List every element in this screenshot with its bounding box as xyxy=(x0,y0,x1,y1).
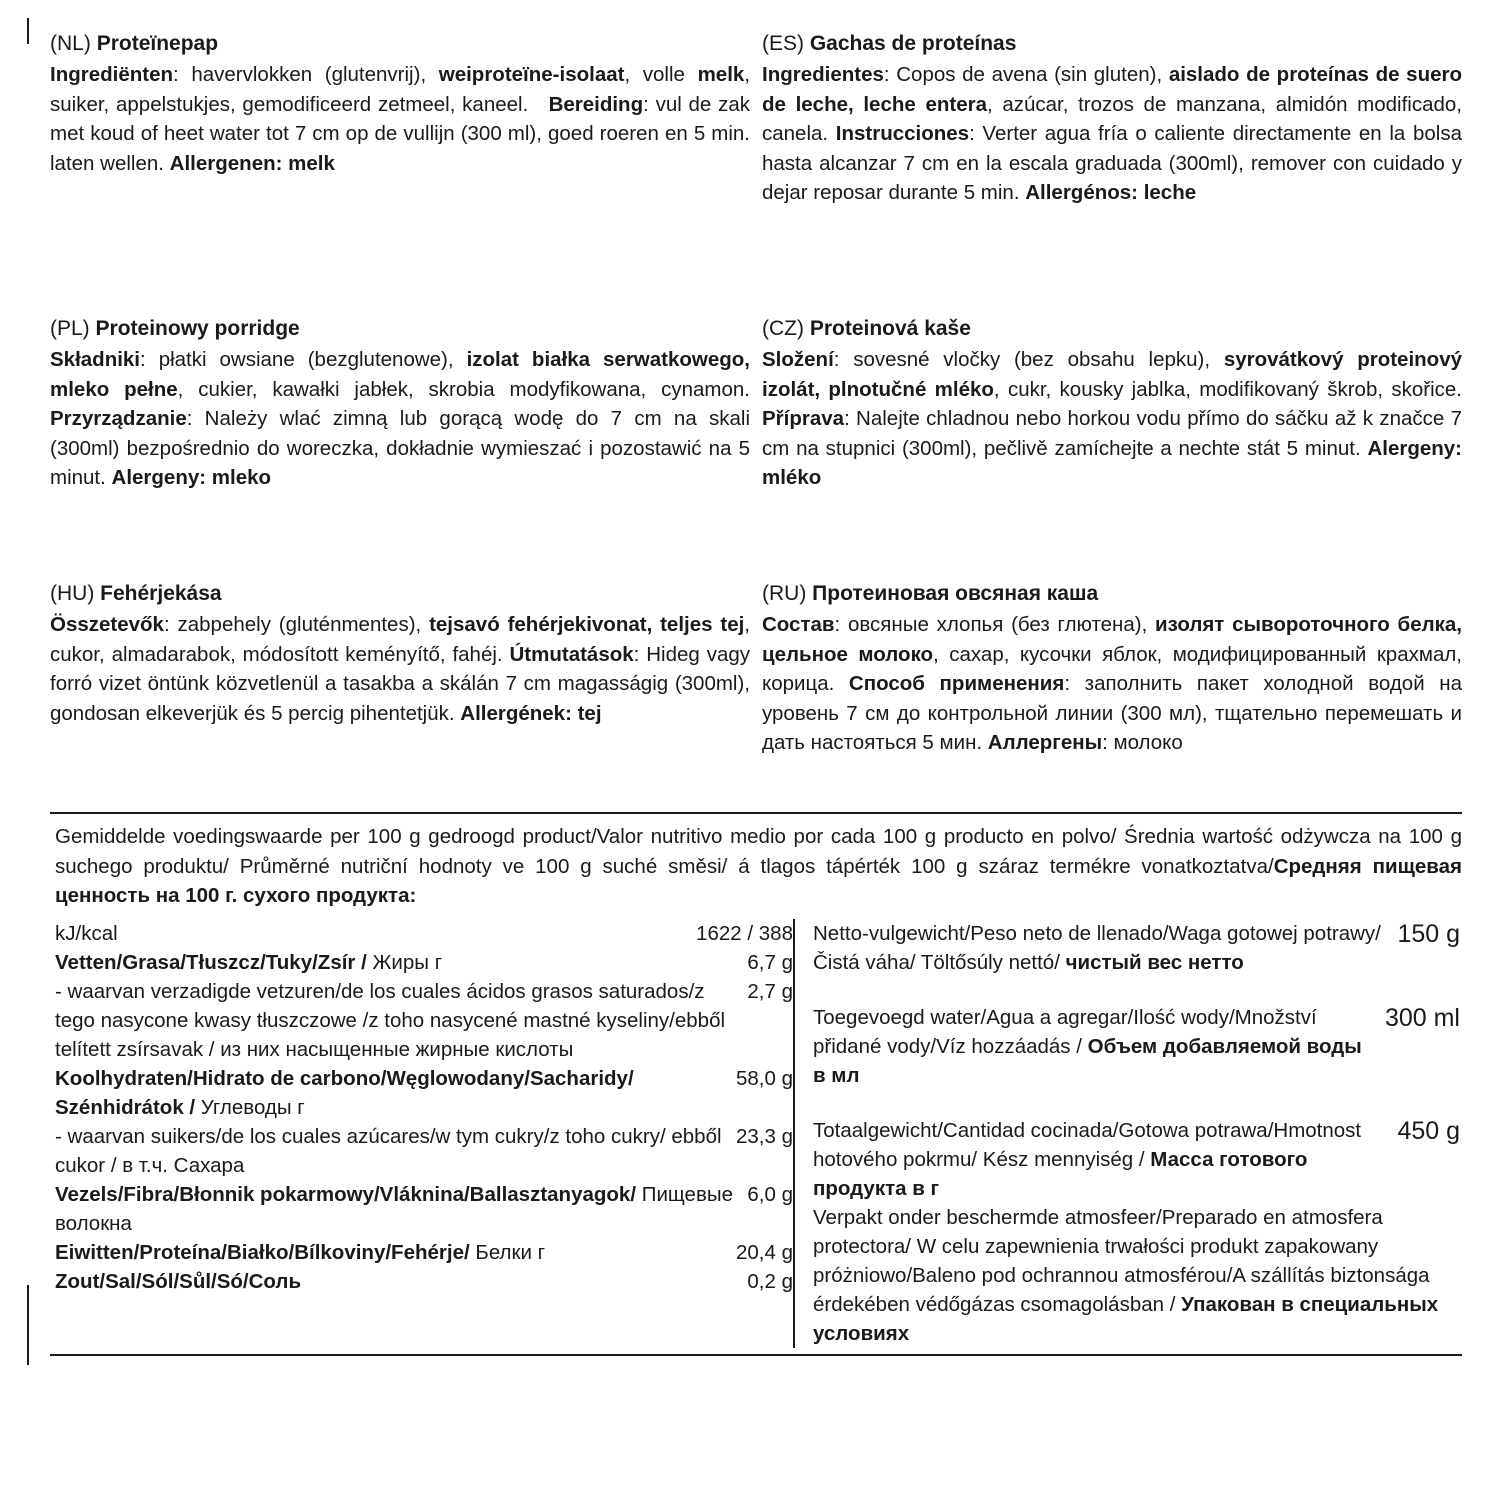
nutrition-row xyxy=(55,1064,793,1122)
nutrition-value: 58,0 g xyxy=(736,1066,793,1090)
added-water-row xyxy=(813,1003,1460,1090)
language-body-es: Ingredientes: Copos de avena (sin gluten), aislado de proteínas de suero de leche, leche entera, azúcar, trozos de manzana, almidón modificado, canela. Instrucciones: Verter agua fría o caliente directamente en la bolsa hasta alcanzar 7 cm en la escala graduada (300ml), remover con cuidado y dejar reposar durante 5 min. Allergénos: leche xyxy=(762,63,1462,204)
language-title-pl xyxy=(50,315,750,343)
nutrition-row xyxy=(55,919,793,948)
nutrition-row xyxy=(55,977,793,1064)
nutrition-row xyxy=(55,1238,793,1267)
nutrition-label: - waarvan suikers/de los cuales azúcares/w tym cukry/z toho cukry/ ebből cukor / в т.ч. Сахара xyxy=(55,1124,722,1177)
packaging-column xyxy=(795,919,1460,1348)
nutrition-value: 1622 / 388 xyxy=(696,921,793,945)
language-code-pl: (PL) xyxy=(50,317,90,340)
language-panel-ru xyxy=(762,580,1462,830)
language-panel-nl xyxy=(50,30,750,315)
nutrition-label: Vezels/Fibra/Błonnik pokarmowy/Vláknina/Ballasztanyagok/ Пищевые волокна xyxy=(55,1182,733,1235)
nutrition-label: kJ/kcal xyxy=(55,921,118,945)
language-code-nl: (NL) xyxy=(50,32,91,55)
added-water-value: 300 ml xyxy=(1384,1003,1460,1032)
language-name-ru: Протеиновая овсяная каша xyxy=(812,582,1099,605)
total-weight-label: Totaalgewicht/Cantidad cocinada/Gotowa potrawa/Hmotnost hotového pokrmu/ Kész mennyiség / Масса готового продукта в г xyxy=(813,1118,1362,1200)
language-name-es: Gachas de proteínas xyxy=(809,32,1017,55)
language-code-cz: (CZ) xyxy=(762,317,804,340)
language-body-hu: Összetevők: zabpehely (gluténmentes), tejsavó fehérjekivonat, teljes tej, cukor, almadarabok, módosított keményítő, fahéj. Útmutatások: Hideg vagy forró vizet öntünk közvetlenül a tasakba a skálán 7 cm magasságig (300ml), gondosan elkeverjük és 5 percig pihentetjük. Allergének: tej xyxy=(50,613,750,725)
language-panels xyxy=(50,30,1462,830)
language-panel-es xyxy=(762,30,1462,315)
language-code-hu: (HU) xyxy=(50,582,95,605)
language-title-es xyxy=(762,30,1462,58)
net-weight-label: Netto-vulgewicht/Peso neto de llenado/Waga gotowej potrawy/Čistá váha/ Töltősúly nettó/ чистый вес нетто xyxy=(813,921,1381,974)
net-weight-row xyxy=(813,919,1460,977)
nutrition-bottom-rule xyxy=(50,1354,1462,1356)
nutrition-label: Eiwitten/Proteína/Białko/Bílkoviny/Fehérje/ Белки г xyxy=(55,1240,546,1264)
language-body-cz: Složení: sovesné vločky (bez obsahu lepku), syrovátkový proteinový izolát, plnotučné mléko, cukr, kousky jablka, modifikovaný škrob, skořice. Příprava: Nalejte chladnou nebo horkou vodu přímo do sáčku až k značce 7 cm na stupnici (300ml), pečlivě zamíchejte a nechte stát 5 minut. Alergeny: mléko xyxy=(762,348,1462,489)
nutrition-value: 23,3 g xyxy=(736,1124,793,1148)
language-row-1 xyxy=(50,30,1462,315)
language-title-hu xyxy=(50,580,750,608)
total-weight-row xyxy=(813,1116,1460,1203)
nutrition-value: 0,2 g xyxy=(747,1269,793,1293)
crop-mark-bottom xyxy=(27,1285,29,1365)
nutrition-intro: Gemiddelde voedingswaarde per 100 g gedroogd product/Valor nutritivo medio por cada 100 g producto en polvo/ Średnia wartość odżywcza na 100 g suchego produktu/ Průměrné nutriční hodnoty ve 100 g suché směsi/ á tlagos tápérték 100 g száraz termékre vonatkoztatva/Средняя пищевая ценность на 100 г. сухого продукта: xyxy=(55,825,1462,907)
nutrition-label: Koolhydraten/Hidrato de carbono/Węglowodany/Sacharidy/ Szénhidrátok / Углеводы г xyxy=(55,1066,634,1119)
language-code-es: (ES) xyxy=(762,32,804,55)
added-water-label: Toegevoegd water/Agua a agregar/Ilość wody/Množství přidané vody/Víz hozzáadás / Объем добавляемой воды в мл xyxy=(813,1005,1362,1087)
nutrition-label: Vetten/Grasa/Tłuszcz/Tuky/Zsír / Жиры г xyxy=(55,950,443,974)
nutrition-row xyxy=(55,1122,793,1180)
language-title-nl xyxy=(50,30,750,58)
nutrition-row xyxy=(55,1180,793,1238)
nutrition-row xyxy=(55,948,793,977)
nutrition-columns xyxy=(50,919,1462,1348)
language-body-ru: Состав: овсяные хлопья (без глютена), изолят сывороточного белка, цельное молоко, сахар, кусочки яблок, модифицированный крахмал, корица. Способ применения: заполнить пакет холодной водой на уровень 7 см до контрольной линии (300 мл), тщательно перемешать и дать настояться 5 мин. Аллергены: молоко xyxy=(762,613,1462,754)
language-row-3 xyxy=(50,580,1462,830)
net-weight-value: 150 g xyxy=(1397,919,1460,948)
nutrition-value: 6,0 g xyxy=(747,1182,793,1206)
language-name-cz: Proteinová kaše xyxy=(809,317,971,340)
nutrition-row xyxy=(55,1267,793,1296)
nutrition-value: 6,7 g xyxy=(747,950,793,974)
nutrition-label: - waarvan verzadigde vetzuren/de los cuales ácidos grasos saturados/z tego nasycone kwasy tłuszczowe /z toho nasycené mastné kyseliny/ebből telített zsírsavak / из них насыщенные жирные кислоты xyxy=(55,979,726,1061)
total-weight-value: 450 g xyxy=(1397,1116,1460,1145)
language-body-pl: Składniki: płatki owsiane (bezglutenowe), izolat białka serwatkowego, mleko pełne, cukier, kawałki jabłek, skrobia modyfikowana, cynamon. Przyrządzanie: Należy wlać zimną lub gorącą wodę do 7 cm na skali (300ml) bezpośrednio do woreczka, dokładnie wymieszać i pozostawić na 5 minut. Alergeny: mleko xyxy=(50,348,750,489)
language-name-nl: Proteïnepap xyxy=(96,32,219,55)
language-panel-cz xyxy=(762,315,1462,580)
protective-atmosphere-note: Verpakt onder beschermde atmosfeer/Preparado en atmosfera protectora/ W celu zapewnienia trwałości produkt zapakowany próżniowo/Baleno pod ochrannou atmosférou/A szállítás biztonsága érdekében védőgázas csomagolásban / Упакован в специальных условиях xyxy=(813,1205,1439,1345)
language-title-ru xyxy=(762,580,1462,608)
language-name-hu: Fehérjekása xyxy=(100,582,222,605)
nutrition-value: 20,4 g xyxy=(736,1240,793,1264)
nutrition-values-column xyxy=(50,919,795,1348)
language-name-pl: Proteinowy porridge xyxy=(95,317,300,340)
language-panel-pl xyxy=(50,315,750,580)
nutrition-block xyxy=(50,812,1462,1356)
language-body-nl: Ingrediënten: havervlokken (glutenvrij), weiproteïne-isolaat, volle melk, suiker, appelstukjes, gemodificeerd zetmeel, kaneel. Bereiding: vul de zak met koud of heet water tot 7 cm op de vullijn (300 ml), goed roeren en 5 min. laten wellen. Allergenen: melk xyxy=(50,63,750,175)
language-title-cz xyxy=(762,315,1462,343)
language-code-ru: (RU) xyxy=(762,582,807,605)
language-panel-hu xyxy=(50,580,750,830)
nutrition-value: 2,7 g xyxy=(747,979,793,1003)
nutrition-label: Zout/Sal/Sól/Sůl/Só/Соль xyxy=(55,1269,302,1293)
language-row-2 xyxy=(50,315,1462,580)
crop-mark-top xyxy=(27,18,29,44)
